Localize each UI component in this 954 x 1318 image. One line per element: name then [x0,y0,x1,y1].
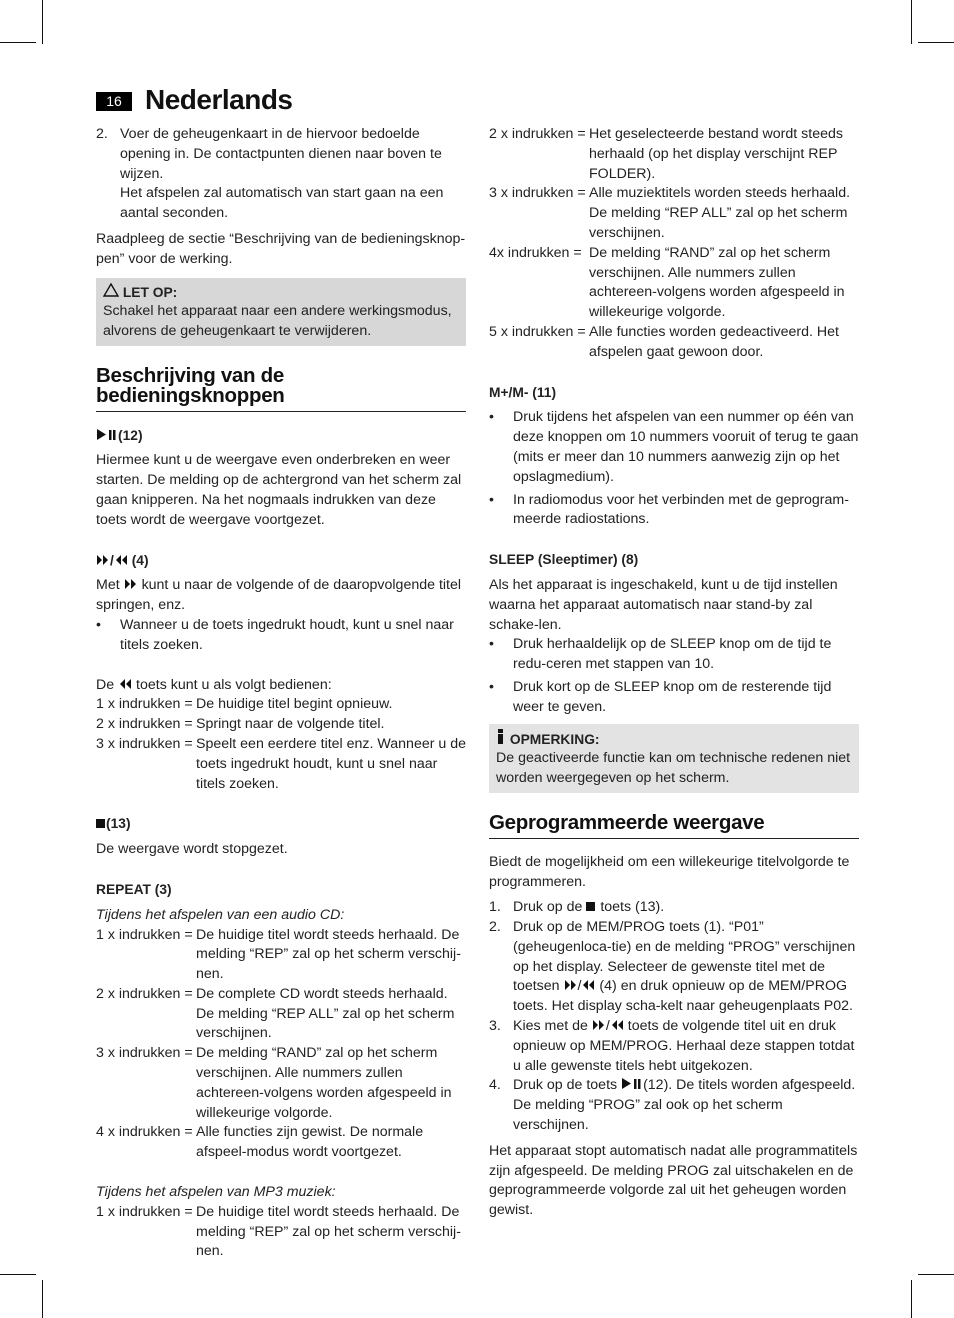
press-result: Speelt een eerdere titel enz. Wanneer u de toets ingedrukt houdt, kunt u snel naar titels zoeken. [196,735,466,792]
paragraph [96,576,466,616]
caution-header [103,283,459,303]
numbered-step [489,898,859,918]
stop-label: (13) [106,816,131,832]
subheading-sleep: SLEEP (Sleeptimer) (8) [489,552,639,568]
crop-mark [911,1280,912,1318]
crop-mark [918,42,954,43]
press-table-row [96,926,466,985]
skip-back-icon [114,553,128,568]
press-count: 1 x indrukken = [96,1203,193,1220]
text-span: toets kunt u als volgt bedienen: [136,676,332,693]
press-table-row [489,125,859,184]
numbered-step [96,125,466,224]
skip-label: (4) [131,552,149,568]
subheading-skip [96,551,466,571]
page-number: 16 [96,92,132,111]
stop-icon [96,816,106,831]
caution-title: LET OP: [122,284,178,300]
press-count: 5 x indrukken = [489,323,586,340]
press-table-row [489,244,859,323]
skip-back-icon [610,1018,624,1034]
play-pause-icon [96,428,118,443]
skip-forward-icon [96,553,110,568]
text-span: Druk op de toets [513,1077,618,1094]
paragraph: De weergave wordt stopgezet. [96,841,288,858]
text-span: Met [96,577,120,594]
press-result: De melding “RAND” zal op het scherm verschijnen. Alle nummers zullen achtereen-volgens worden afgespeeld in willekeurige volgorde. [196,1045,452,1121]
press-count: 2 x indrukken = [489,126,586,142]
bullet-item: • Druk kort op de SLEEP knop om de resterende tijd weer te geven. [489,678,859,718]
step-text: Voer de geheugenkaart in de hiervoor bedoelde opening in. De contactpunten dienen naar boven te wijzen. [120,126,442,182]
right-column [489,125,859,1221]
bullet-item: • Druk herhaaldelijk op de SLEEP knop om de tijd te redu-ceren met stappen van 10. [489,635,859,675]
paragraph: Biedt de mogelijkheid om een willekeurige titelvolgorde te programmeren. [489,853,850,890]
press-count: 3 x indrukken = [489,185,586,202]
press-result: De complete CD wordt steeds herhaald. De melding “REP ALL” zal op het scherm verschijnen. [196,985,455,1042]
press-result: De huidige titel wordt steeds herhaald. De melding “REP” zal op het scherm verschij-nen. [196,1203,461,1260]
step-text: Het afspelen zal automatisch van start gaan na een aantal seconden. [120,185,444,222]
press-result: Springt naar de volgende titel. [196,716,385,733]
crop-mark [0,1274,36,1275]
press-count: 4 x indrukken = [96,1124,193,1141]
step-number: 2. [489,919,501,936]
crop-mark [911,0,912,44]
skip-back-icon [118,677,132,693]
numbered-step [489,918,859,1017]
crop-mark [42,0,43,44]
page-title: Nederlands [145,84,293,115]
section-heading: Beschrijving van de bedieningsknoppen [96,366,466,412]
bullet-text: In radiomodus voor het verbinden met de geprogram-meerde radiostations. [513,491,849,528]
skip-forward-icon [592,1018,606,1034]
numbered-step [489,1017,859,1076]
press-count: 1 x indrukken = [96,926,193,943]
bullet-text: Wanneer u de toets ingedrukt houdt, kunt u snel naar titels zoeken. [120,616,454,653]
bullet-item: • In radiomodus voor het verbinden met de geprogram-meerde radiostations. [489,491,859,531]
step-number: 4. [489,1077,501,1094]
skip-forward-icon [124,577,138,593]
play-pause-icon [621,1077,643,1093]
press-table-row [96,985,466,1044]
press-result: De huidige titel wordt steeds herhaald. De melding “REP” zal op het scherm verschij-nen. [196,926,461,983]
text-span: Druk op de [513,899,583,916]
caption: Tijdens het afspelen van MP3 muziek: [96,1184,336,1201]
separator: / [605,1018,610,1035]
info-icon [496,732,506,747]
press-result: Alle muziektitels worden steeds herhaald. De melding “REP ALL” zal op het scherm verschijnen. [589,185,851,241]
press-count: 3 x indrukken = [96,735,193,752]
press-table-row [96,695,466,715]
bullet-text: Druk tijdens het afspelen van een nummer op één van deze knoppen om 10 nummers vooruit of terug te gaan (mits er meer dan 10 nummers aanwezig zijn op het opslagmedium). [513,409,859,485]
caution-text: Schakel het apparaat naar een andere werkingsmodus, alvorens de geheugenkaart te verwijderen. [103,303,452,340]
bullet-item: • Wanneer u de toets ingedrukt houdt, kunt u snel naar titels zoeken. [96,616,466,656]
stop-icon [586,899,596,915]
press-table-row [96,715,466,735]
text-span: Druk op de MEM/PROG toets (1). “P01” (geheugenloca-tie) en de melding “PROG” verschijnen op het display. Selecteer de gewenste titel met de toetsen [513,919,856,995]
press-table-row [96,1203,466,1262]
subheading-mplus: M+/M- (11) [489,384,557,400]
press-table-row [96,1123,466,1163]
bullet-item: • Druk tijdens het afspelen van een nummer op één van deze knoppen om 10 nummers vooruit of terug te gaan (mits er meer dan 10 nummers aanwezig zijn op het opslagmedium). [489,408,859,487]
step-text [513,898,859,918]
step-number: 1. [489,899,501,916]
remark-title: OPMERKING: [509,731,600,747]
paragraph: Als het apparaat is ingeschakeld, kunt u de tijd instellen waarna het apparaat automatisch naar stand-by zal schake-len. [489,576,838,633]
skip-forward-icon [564,978,578,994]
text-span: (12). De titels worden afgespeeld. De melding “PROG” zal ook op het scherm verschijnen. [513,1077,856,1134]
section-heading: Geprogrammeerde weergave [489,813,859,839]
caption: Tijdens het afspelen van een audio CD: [96,906,345,923]
numbered-step [489,1076,859,1135]
remark-box [489,724,859,793]
press-result: De huidige titel begint opnieuw. [196,696,393,713]
press-table-row [96,735,466,794]
left-column [96,125,466,1262]
warning-icon [103,285,119,300]
paragraph: Raadpleeg de sectie “Beschrijving van de bedieningsknop-pen” voor de werking. [96,230,466,267]
paragraph [96,676,466,696]
paragraph: Het apparaat stopt automatisch nadat alle programmatitels zijn afgespeeld. De melding PROG zal uitschakelen en de geprogrammeerde volgorde zal uit het geheugen worden gewist. [489,1142,858,1219]
text-span: De [96,676,115,693]
press-count: 2 x indrukken = [96,716,193,733]
step-number: 2. [96,126,108,142]
bullet-text: Druk herhaaldelijk op de SLEEP knop om de tijd te redu-ceren met stappen van 10. [513,636,832,673]
press-result: De melding “RAND” zal op het scherm verschijnen. Alle nummers zullen achtereen-volgens worden afgespeeld in willekeurige volgorde. [589,244,845,321]
paragraph: Hiermee kunt u de weergave even onderbreken en weer starten. De melding op de achtergrond van het scherm zal gaan knipperen. Na het nogmaals indrukken van deze toets wordt de weergave voortgezet. [96,452,462,528]
bullet-text: Druk kort op de SLEEP knop om de resterende tijd weer te geven. [513,678,832,715]
press-result: Alle functies worden gedeactiveerd. Het afspelen gaat gewoon door. [589,323,839,360]
press-result: Het geselecteerde bestand wordt steeds herhaald (op het display verschijnt REP FOLDER). [589,126,843,182]
step-number: 3. [489,1018,501,1035]
press-table-row [489,184,859,243]
step-text [513,1017,859,1076]
separator: / [577,978,582,995]
play-label: (12) [118,427,143,443]
press-result: Alle functies zijn gewist. De normale afspeel-modus wordt voortgezet. [196,1124,424,1161]
step-text [513,918,859,1017]
press-count: 4x indrukken = [489,244,582,261]
press-count: 1 x indrukken = [96,696,193,713]
press-table-row [489,323,859,363]
crop-mark [0,42,36,43]
press-table-row [96,1044,466,1123]
text-span: toets de volgende titel uit en druk opnieuw op MEM/PROG. Herhaal deze stappen totdat u alle gewenste titels hebt uitgekozen. [513,1018,855,1074]
subheading-stop [96,814,466,834]
remark-header [496,729,852,750]
caution-box [96,278,466,346]
text-span: (4) en druk opnieuw op de MEM/PROG toets. Het display scha-kelt naar geheugenplaats P02. [513,978,853,1015]
skip-back-icon [581,978,595,994]
text-span: kunt u naar de volgende of de daaropvolgende titel springen, enz. [96,577,462,614]
crop-mark [918,1274,954,1275]
press-count: 3 x indrukken = [96,1045,193,1062]
text-span: toets (13). [600,899,665,916]
step-text [513,1076,859,1135]
separator: / [110,552,114,568]
subheading-play [96,426,466,446]
crop-mark [42,1280,43,1318]
press-count: 2 x indrukken = [96,985,193,1002]
text-span: Kies met de [513,1018,588,1035]
remark-text: De geactiveerde functie kan om technische redenen niet worden weergegeven op het scherm. [496,750,851,787]
subheading-repeat: REPEAT (3) [96,881,172,897]
